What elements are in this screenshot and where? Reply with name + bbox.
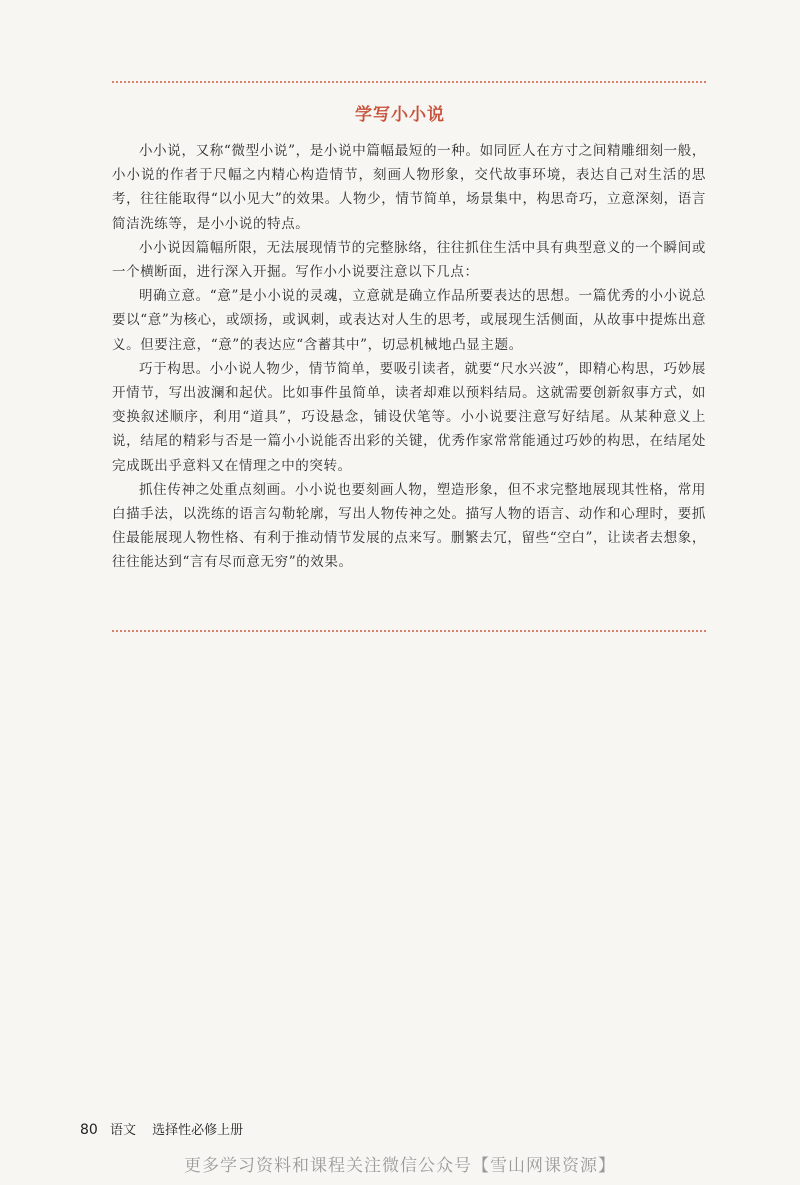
page-number: 80 — [80, 1122, 98, 1138]
paragraph-characters: 抓住传神之处重点刻画。小小说也要刻画人物，塑造形象，但不求完整地展现其性格，常用白描手法，以洗练的语言勾勒轮廓，写出人物传神之处。描写人物的语言、动作和心理时，要抓住最能展现人物性格、有利于推动情节发展的点来写。删繁去冗，留些“空白”，让读者去想象，往往能达到“言有尽而意无穷”的效果。 — [112, 481, 706, 571]
section-title: 学写小小说 — [355, 105, 445, 125]
article-body — [112, 139, 706, 575]
page-footer — [80, 1119, 243, 1138]
paragraph-scope: 小小说因篇幅所限，无法展现情节的完整脉络，往往抓住生活中具有典型意义的一个瞬间或一个横断面，进行深入开掘。写作小小说要注意以下几点： — [112, 239, 706, 281]
bottom-dotted-divider — [112, 630, 706, 632]
book-title: 选择性必修上册 — [152, 1123, 244, 1138]
top-dotted-divider — [112, 81, 706, 83]
paragraph-intro: 小小说，又称“微型小说”，是小说中篇幅最短的一种。如同匠人在方寸之间精雕细刻一般，小小说的作者于尺幅之内精心构造情节，刻画人物形象，交代故事环境，表达自己对生活的思考，往往能取得“以小见大”的效果。人物少，情节简单，场景集中，构思奇巧，立意深刻，语言简洁洗练等，是小小说的特点。 — [112, 143, 706, 232]
watermark-text: 更多学习资料和课程关注微信公众号【雪山网课资源】 — [184, 1156, 616, 1176]
paragraph-theme: 明确立意。“意”是小小说的灵魂，立意就是确立作品所要表达的思想。一篇优秀的小小说总要以“意”为核心，或颂扬，或讽刺，或表达对人生的思考，或展现生活侧面，从故事中提炼出意义。但要注意，“意”的表达应“含蓄其中”，切忌机械地凸显主题。 — [112, 288, 706, 353]
paragraph-structure: 巧于构思。小小说人物少，情节简单，要吸引读者，就要“尺水兴波”，即精心构思，巧妙展开情节，写出波澜和起伏。比如事件虽简单，读者却难以预料结局。这就需要创新叙事方式，如变换叙述顺序，利用“道具”，巧设悬念，铺设伏笔等。小小说要注意写好结尾。从某种意义上说，结尾的精彩与否是一篇小小说能否出彩的关键，优秀作家常常能通过巧妙的构思，在结尾处完成既出乎意料又在情理之中的突转。 — [112, 360, 706, 474]
subject-label: 语文 — [109, 1123, 136, 1138]
